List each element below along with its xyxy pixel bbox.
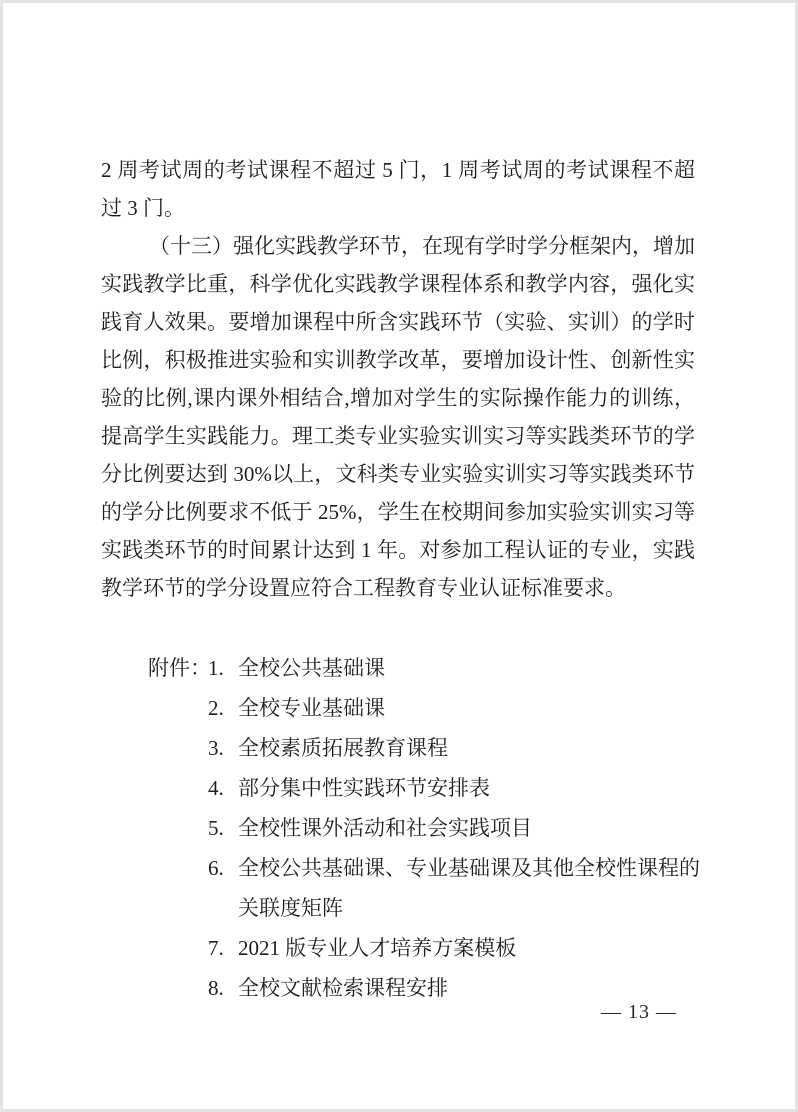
attachment-number: 2. (208, 696, 224, 720)
attachment-number: 4. (208, 776, 224, 800)
attachment-title-line: 部分集中性实践环节安排表 (238, 776, 490, 800)
attachment-item (208, 688, 700, 728)
text-line: 的学分比例要求不低于 25%，学生在校期间参加实验实训实习等 (101, 500, 695, 524)
attachment-title-line: 全校专业基础课 (238, 696, 385, 720)
attachments-section (148, 648, 700, 1008)
text-line: （十三）强化实践教学环节，在现有学时学分框架内，增加 (149, 234, 695, 258)
text-line: 分比例要达到 30%以上，文科类专业实验实训实习等实践类环节 (101, 462, 695, 486)
text-line: 践育人效果。要增加课程中所含实践环节（实验、实训）的学时 (101, 310, 695, 334)
attachment-number: 6. (208, 856, 224, 880)
attachment-item (208, 768, 700, 808)
attachment-title (238, 848, 700, 928)
attachment-title-line: 全校素质拓展教育课程 (238, 736, 448, 760)
text-line: 实践教学比重，科学优化实践教学课程体系和教学内容，强化实 (101, 272, 695, 296)
attachment-title (238, 688, 385, 728)
attachment-title (238, 808, 532, 848)
text-line: 验的比例,课内课外相结合,增加对学生的实际操作能力的训练， (101, 386, 695, 410)
attachments-label: 附件： (148, 656, 211, 680)
attachment-title-line: 关联度矩阵 (238, 896, 343, 920)
attachment-item (208, 728, 700, 768)
page-number: — 13 — (601, 1001, 677, 1023)
attachment-title (238, 968, 448, 1008)
attachment-title (238, 648, 385, 688)
text-line: 提高学生实践能力。理工类专业实验实训实习等实践类环节的学 (101, 424, 695, 448)
attachment-title-line: 全校文献检索课程安排 (238, 976, 448, 1000)
attachment-item (208, 808, 700, 848)
text-line: 教学环节的学分设置应符合工程教育专业认证标准要求。 (101, 576, 626, 600)
attachment-number: 7. (208, 936, 224, 960)
text-line: 比例，积极推进实验和实训教学改革，要增加设计性、创新性实 (101, 348, 695, 372)
text-line: 2 周考试周的考试课程不超过 5 门，1 周考试周的考试课程不超 (101, 158, 695, 182)
attachment-item (208, 848, 700, 928)
attachments-list (208, 648, 700, 1008)
text-line: 实践类环节的时间累计达到 1 年。对参加工程认证的专业，实践 (101, 538, 695, 562)
attachment-title-line: 全校性课外活动和社会实践项目 (238, 816, 532, 840)
attachment-title (238, 728, 448, 768)
attachment-title (238, 768, 490, 808)
attachment-title-line: 全校公共基础课、专业基础课及其他全校性课程的 (238, 856, 700, 880)
attachment-number: 5. (208, 816, 224, 840)
attachment-number: 1. (208, 656, 224, 680)
text-line: 过 3 门。 (101, 196, 185, 220)
attachment-title-line: 全校公共基础课 (238, 656, 385, 680)
attachment-item (208, 648, 700, 688)
document-body-text (101, 151, 695, 607)
attachment-number: 8. (208, 976, 224, 1000)
attachment-number: 3. (208, 736, 224, 760)
attachment-title (238, 928, 516, 968)
attachment-item (208, 928, 700, 968)
attachment-title-line: 2021 版专业人才培养方案模板 (238, 936, 517, 960)
